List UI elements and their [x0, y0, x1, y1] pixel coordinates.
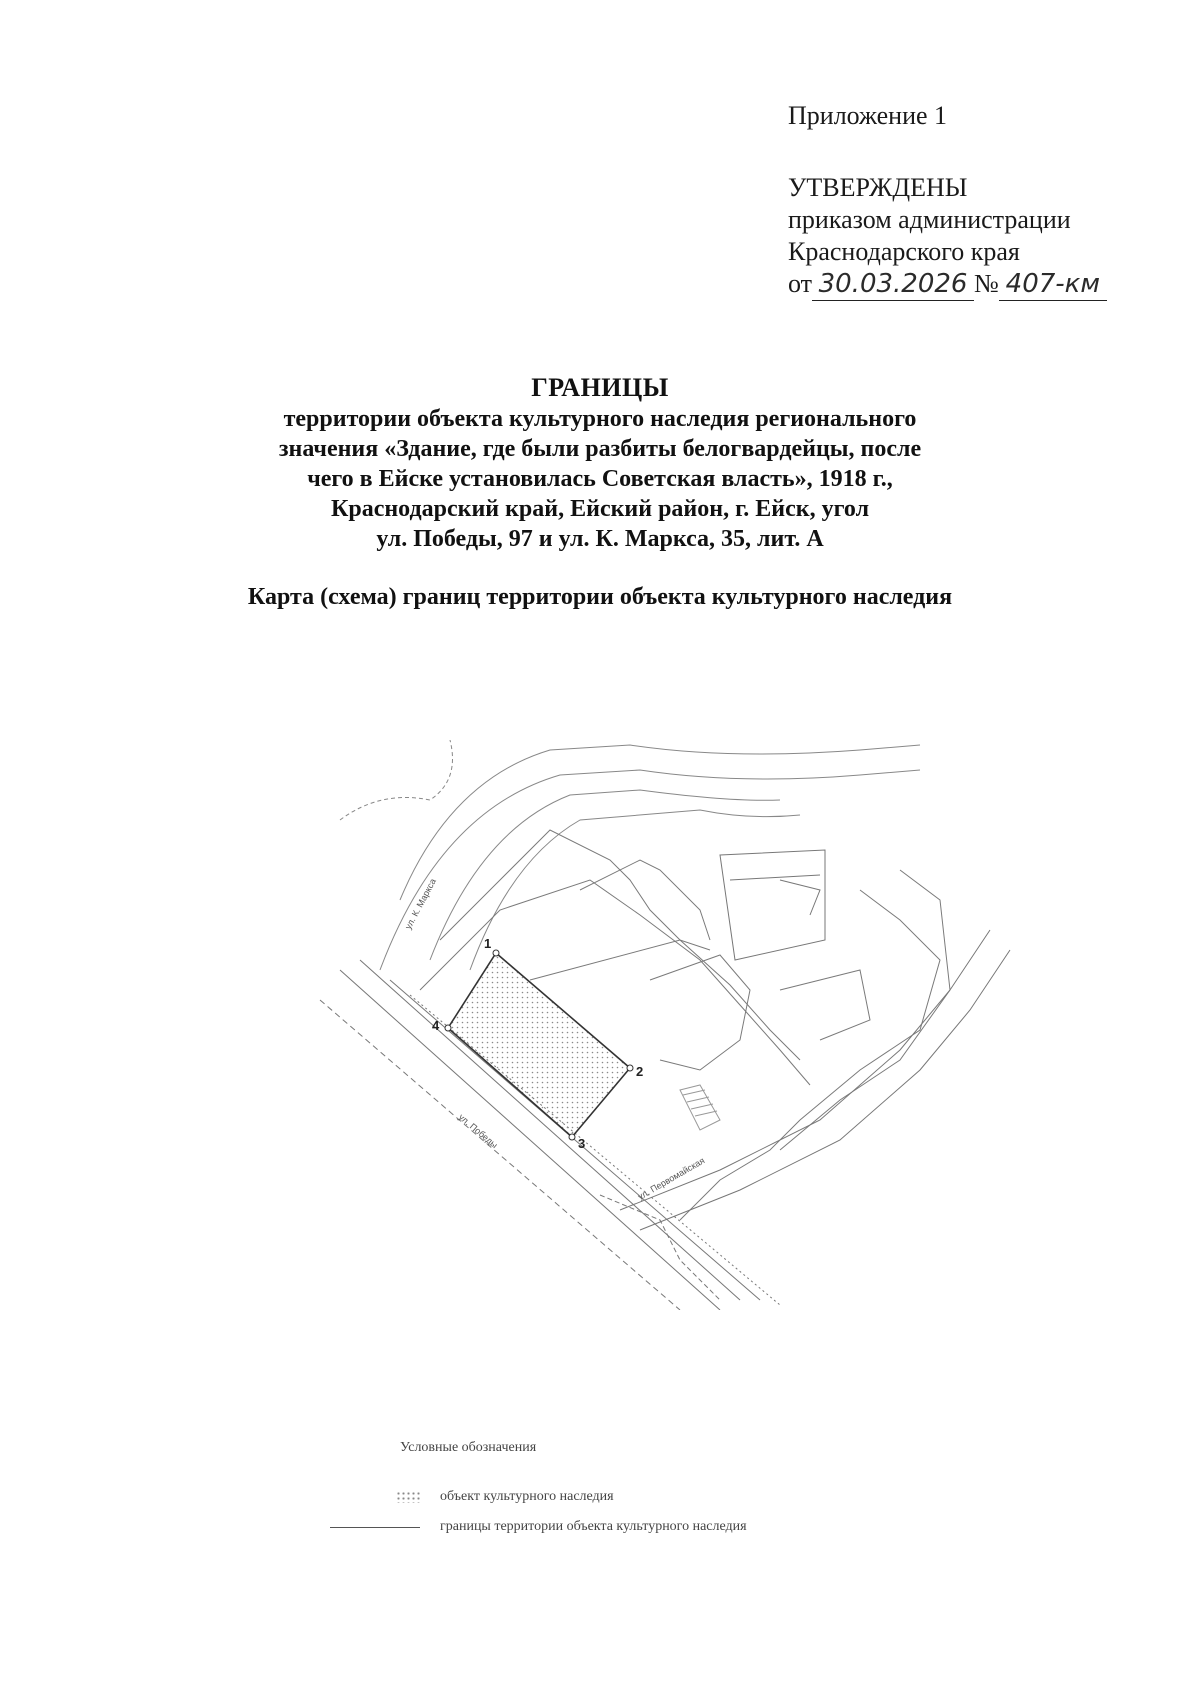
approved-label: УТВЕРЖДЕНЫ — [788, 173, 968, 202]
handwritten-date: 30.03.2026 — [812, 268, 974, 301]
map-drawing — [300, 740, 1020, 1310]
subtitle-line: значения «Здание, где были разбиты белогвардейцы, после — [278, 436, 922, 462]
point-label-1: 1 — [484, 936, 492, 951]
legend-title: Условные обозначения — [400, 1440, 537, 1455]
point-label-2: 2 — [636, 1064, 644, 1079]
point-label-4: 4 — [432, 1018, 440, 1033]
street-band-east — [600, 930, 1010, 1300]
street-label-pobedy: ул. Победы — [456, 1111, 500, 1151]
order-line-1: приказом администрации — [788, 205, 1071, 234]
legend-item-label: границы территории объекта культурного наследия — [440, 1519, 747, 1534]
subtitle-line: Краснодарский край, Ейский район, г. Ейск, угол — [330, 496, 870, 522]
document-subtitle — [190, 404, 1010, 554]
legend-item — [330, 1512, 747, 1542]
legend-item-label: объект культурного наследия — [440, 1489, 614, 1504]
boundary-point-3 — [569, 1134, 575, 1140]
buildings-north — [720, 850, 825, 960]
boundary-point-1 — [493, 950, 499, 956]
order-date-number — [788, 268, 1107, 301]
map-title: Карта (схема) границ территории объекта культурного наследия — [247, 584, 953, 610]
number-label: № — [974, 269, 999, 298]
point-label-3: 3 — [578, 1136, 586, 1151]
from-label: от — [788, 269, 813, 298]
approval-block — [788, 100, 1107, 301]
map-legend — [330, 1440, 747, 1542]
subtitle-line: ул. Победы, 97 и ул. К. Маркса, 35, лит. А — [376, 526, 824, 552]
dots-icon — [396, 1491, 420, 1503]
document-heading — [0, 372, 1200, 612]
street-label-pervomayskaya: ул. Первомайская — [636, 1155, 707, 1202]
subtitle-line: чего в Ейске установилась Советская власть», 1918 г., — [307, 466, 893, 492]
order-line-2: Краснодарского края — [788, 237, 1020, 266]
hatched-area — [680, 1085, 720, 1130]
document-title: ГРАНИЦЫ — [531, 373, 669, 402]
street-label-marksa: ул. К. Маркса — [402, 876, 439, 931]
line-icon — [330, 1527, 420, 1528]
handwritten-number: 407-км — [999, 268, 1107, 301]
boundary-point-2 — [627, 1065, 633, 1071]
boundary-point-4 — [445, 1025, 451, 1031]
legend-item — [330, 1482, 747, 1512]
street-band-north — [340, 740, 920, 970]
boundary-map — [300, 740, 1020, 1310]
appendix-label: Приложение 1 — [788, 101, 948, 130]
subtitle-line: территории объекта культурного наследия регионального — [283, 406, 917, 432]
